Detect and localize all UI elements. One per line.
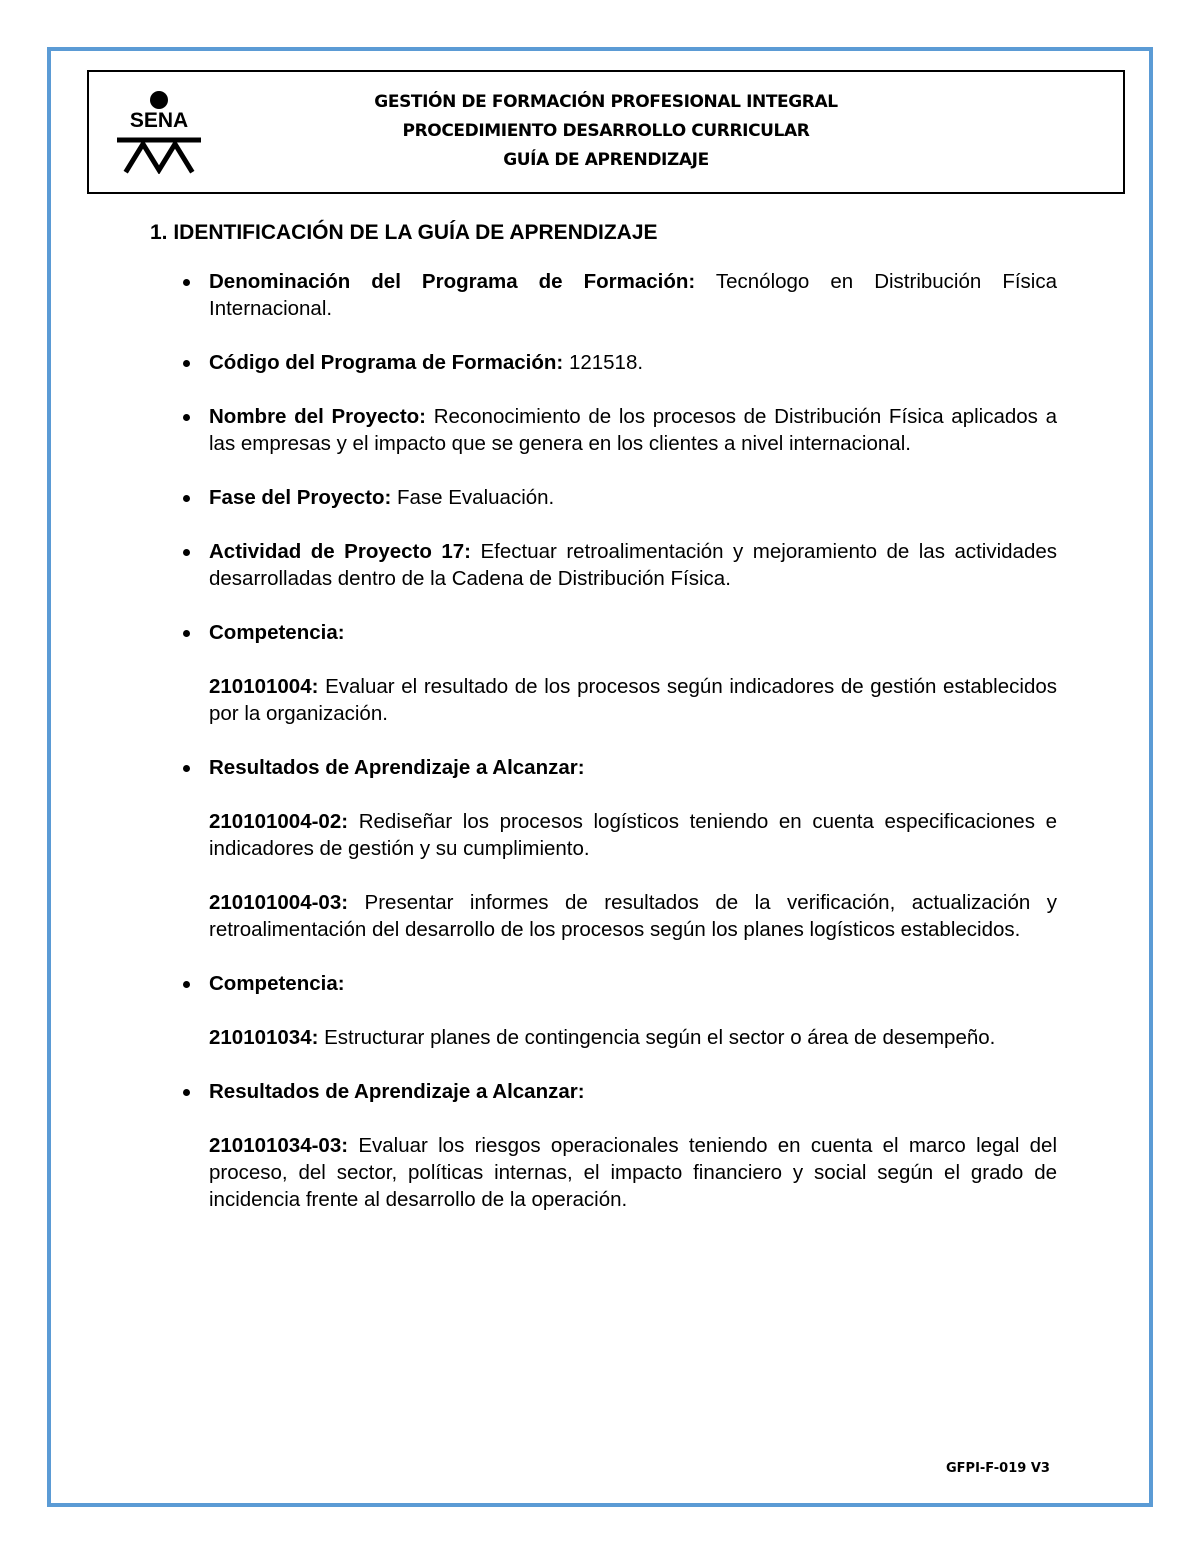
header-title-block: [89, 88, 1123, 175]
list-item-competence-1: [209, 619, 1057, 646]
list-item-project-phase: [209, 484, 1057, 511]
item-text: Reconocimiento de los procesos de Distribución Física aplicados a las empresas y el impacto que se genera en los clientes a nivel internacional.: [209, 405, 1057, 455]
identification-list: [209, 268, 1057, 1240]
header-line-2: PROCEDIMIENTO DESARROLLO CURRICULAR: [402, 121, 810, 141]
competence-detail-2: [209, 1024, 1057, 1051]
item-text: Estructurar planes de contingencia según el sector o área de desempeño.: [318, 1026, 996, 1049]
list-item-project-activity: [209, 538, 1057, 592]
learning-result-detail-3: [209, 1132, 1057, 1213]
item-label: Resultados de Aprendizaje a Alcanzar:: [209, 1080, 585, 1103]
item-text: Fase Evaluación.: [391, 486, 555, 509]
item-label: 210101004-03:: [209, 891, 349, 914]
item-text: Efectuar retroalimentación y mejoramiento de las actividades desarrolladas dentro de la Cadena de Distribución Física.: [209, 540, 1058, 590]
item-label: Actividad de Proyecto 17:: [209, 540, 472, 563]
list-item-learning-results-1: [209, 754, 1057, 781]
item-label: 210101004:: [209, 675, 319, 698]
learning-result-detail-1: [209, 808, 1057, 862]
item-label: 210101034:: [209, 1026, 319, 1049]
learning-result-detail-2: [209, 889, 1057, 943]
section-title: 1. IDENTIFICACIÓN DE LA GUÍA DE APRENDIZAJE: [150, 221, 658, 244]
document-header: [87, 70, 1125, 194]
footer-form-code: GFPI-F-019 V3: [946, 1461, 1050, 1476]
list-item-program-name: [209, 268, 1057, 322]
item-text: Evaluar el resultado de los procesos según indicadores de gestión establecidos por la organización.: [209, 675, 1057, 725]
list-item-learning-results-2: [209, 1078, 1057, 1105]
svg-text:SENA: SENA: [129, 109, 189, 132]
list-item-program-code: [209, 349, 1057, 376]
item-text: Evaluar los riesgos operacionales teniendo en cuenta el marco legal del proceso, del sector, políticas internas, el impacto financiero y social según el grado de incidencia frente al desarrollo de la operación.: [209, 1134, 1057, 1211]
item-label: 210101004-02:: [209, 810, 349, 833]
header-line-1: GESTIÓN DE FORMACIÓN PROFESIONAL INTEGRAL: [374, 92, 838, 112]
list-item-project-name: [209, 403, 1057, 457]
item-label: Código del Programa de Formación:: [209, 351, 564, 374]
item-label: 210101034-03:: [209, 1134, 349, 1157]
item-text: 121518.: [563, 351, 644, 374]
item-text: Rediseñar los procesos logísticos teniendo en cuenta especificaciones e indicadores de gestión y su cumplimiento.: [209, 810, 1057, 860]
item-text: Presentar informes de resultados de la verificación, actualización y retroalimentación del desarrollo de los procesos según los planes logísticos establecidos.: [209, 891, 1057, 941]
item-label: Nombre del Proyecto:: [209, 405, 427, 428]
header-line-3: GUÍA DE APRENDIZAJE: [503, 150, 709, 170]
item-label: Competencia:: [209, 972, 345, 995]
item-label: Denominación del Programa de Formación:: [209, 270, 696, 293]
item-label: Fase del Proyecto:: [209, 486, 392, 509]
competence-detail-1: [209, 673, 1057, 727]
item-text: Tecnólogo en Distribución Física Internacional.: [209, 270, 1057, 320]
list-item-competence-2: [209, 970, 1057, 997]
item-label: Competencia:: [209, 621, 345, 644]
item-label: Resultados de Aprendizaje a Alcanzar:: [209, 756, 585, 779]
